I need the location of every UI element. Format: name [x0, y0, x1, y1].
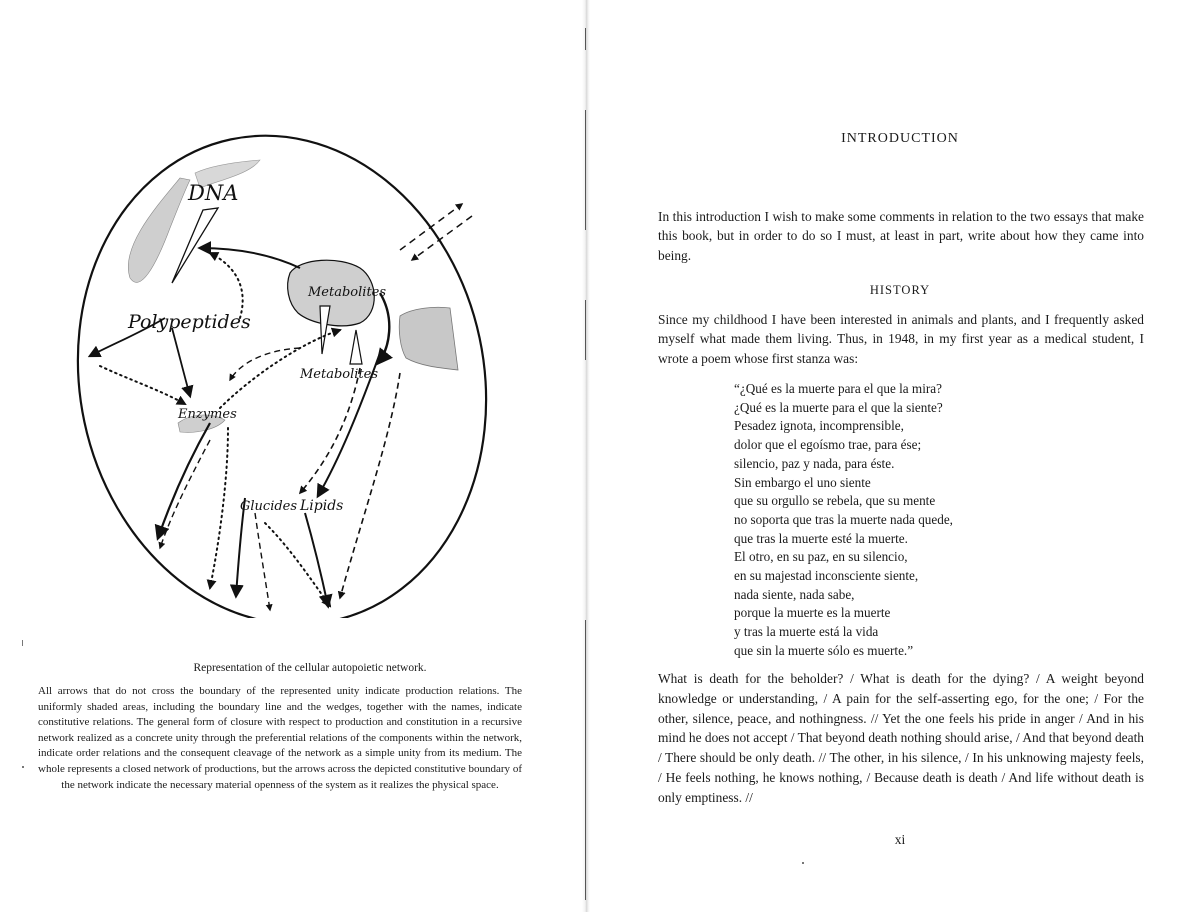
- gutter-edge-mark: [585, 300, 586, 360]
- poem-line: no soporta que tras la muerte nada quede,: [734, 511, 953, 527]
- poem-line: Pesadez ignota, incomprensible,: [734, 418, 904, 434]
- figure-caption-title: Representation of the cellular autopoietic network.: [193, 662, 427, 674]
- arrow-enzymes-down-left: [158, 423, 210, 538]
- shaded-boundary-wedge: [399, 307, 458, 370]
- boundary-arrow-out: [400, 204, 462, 250]
- dashed-arrow-enzymes-to-left: [160, 440, 210, 548]
- intro-paragraph: In this introduction I wish to make some comments in relation to the two essays that make this book, but in order to do so I must, at least in part, write about how they came into being.: [658, 209, 1144, 263]
- history-paragraph: Since my childhood I have been interested in animals and plants, and I frequently asked myself what made them living. Thus, in 1948, in my first year as a medical student, I wrote a poem whose first stanza was:: [658, 312, 1144, 366]
- dotted-arrow-left-loop: [100, 366, 185, 404]
- dna-wedge: [172, 208, 218, 283]
- metabolite-wedge-left: [320, 306, 330, 354]
- poem-line: dolor que el egoísmo trae, para ése;: [734, 437, 922, 453]
- left-page: [0, 0, 585, 912]
- poem-line: El otro, en su paz, en su silencio,: [734, 549, 908, 565]
- label-metabolites-bottom: Metabolites: [300, 367, 379, 382]
- dotted-arrow-enzymes-down: [210, 428, 228, 588]
- arrow-lipids-down: [305, 513, 328, 606]
- poem-line: que tras la muerte esté la muerte.: [734, 530, 908, 546]
- dashed-arrow-glucides-down: [255, 513, 270, 610]
- poem-line: silencio, paz y nada, para éste.: [734, 455, 895, 471]
- gutter-edge-mark: [585, 28, 586, 50]
- section-heading: HISTORY: [869, 283, 931, 297]
- arrow-metabolites-to-dna: [200, 248, 300, 268]
- label-dna: DNA: [188, 181, 239, 205]
- gutter-edge-mark: [585, 620, 586, 900]
- scan-speck: [22, 640, 23, 646]
- poem-line: ¿Qué es la muerte para el que la siente?: [734, 399, 943, 415]
- poem-line: nada siente, nada sabe,: [734, 586, 855, 602]
- poem-line: y tras la muerte está la vida: [734, 624, 879, 640]
- dotted-arrow-polypeptides-to-dna: [210, 253, 243, 318]
- poem-line: que su orgullo se rebela, que su mente: [734, 493, 936, 509]
- chapter-title: INTRODUCTION: [841, 131, 959, 146]
- poem-line: Sin embargo el uno siente: [734, 474, 871, 490]
- translation-paragraph: What is death for the beholder? / What is death for the dying? / A weight beyond knowledge or understanding, / A pain for the self-asserting ego, for the one; / For the other, silence, peace, and nothingness. // Yet the one feels his pride in anger / And in his mind he does not accept / That beyond death nothing should arise, / And that beyond death / There should be only death. // The other, in his silence, / In his unknowing majesty feels, / He feels nothing, he knows nothing, / Because death is death / And life without death is only emptiness. //: [658, 671, 1144, 805]
- dotted-arrow-to-lipids: [265, 523, 330, 606]
- autopoietic-network-figure: [60, 118, 510, 618]
- poem-line: que sin la muerte sólo es muerte.”: [734, 642, 914, 658]
- autopoietic-network-diagram: [60, 118, 510, 618]
- dashed-arrow-metabolites-back: [230, 348, 300, 380]
- poem-line: en su majestad inconsciente siente,: [734, 568, 919, 584]
- scan-speck: [802, 862, 804, 864]
- arrow-metabolites-loop: [378, 293, 389, 363]
- figure-caption-body: All arrows that do not cross the boundary of the represented unity indicate production relations. The uniformly shaded areas, including the boundary line and the wedges, together with the names, indicate constitutive relations. The general form of closure with respect to production and constitution in a recursive network realized as a concrete unity through the preferential relations of the components within the network, indicate order relations and the consequent cleavage of the network as a simple unity from its medium. The whole represents a closed network of productions, but the arrows across the depicted constitutive boundary of the network indicate the necessary material openness of the system as it realizes the physical space.: [38, 685, 522, 791]
- poem-line: porque la muerte es la muerte: [734, 605, 891, 621]
- poem-stanza: [734, 380, 1114, 661]
- label-metabolites-top: Metabolites: [308, 285, 387, 300]
- label-polypeptides: Polypeptides: [128, 311, 251, 333]
- label-glucides: Glucides: [240, 499, 298, 514]
- arrow-polypeptides-to-enzymes: [172, 328, 190, 396]
- label-lipids: Lipids: [300, 498, 344, 514]
- label-enzymes: Enzymes: [178, 407, 237, 422]
- right-page: [590, 0, 1200, 912]
- boundary-arrow-in: [412, 216, 472, 260]
- page-number: xi: [894, 832, 906, 847]
- scan-speck: [22, 766, 24, 768]
- book-gutter: [582, 0, 590, 912]
- poem-line: “¿Qué es la muerte para el que la mira?: [734, 381, 942, 396]
- metabolite-wedge-right: [350, 330, 362, 364]
- gutter-edge-mark: [585, 110, 586, 230]
